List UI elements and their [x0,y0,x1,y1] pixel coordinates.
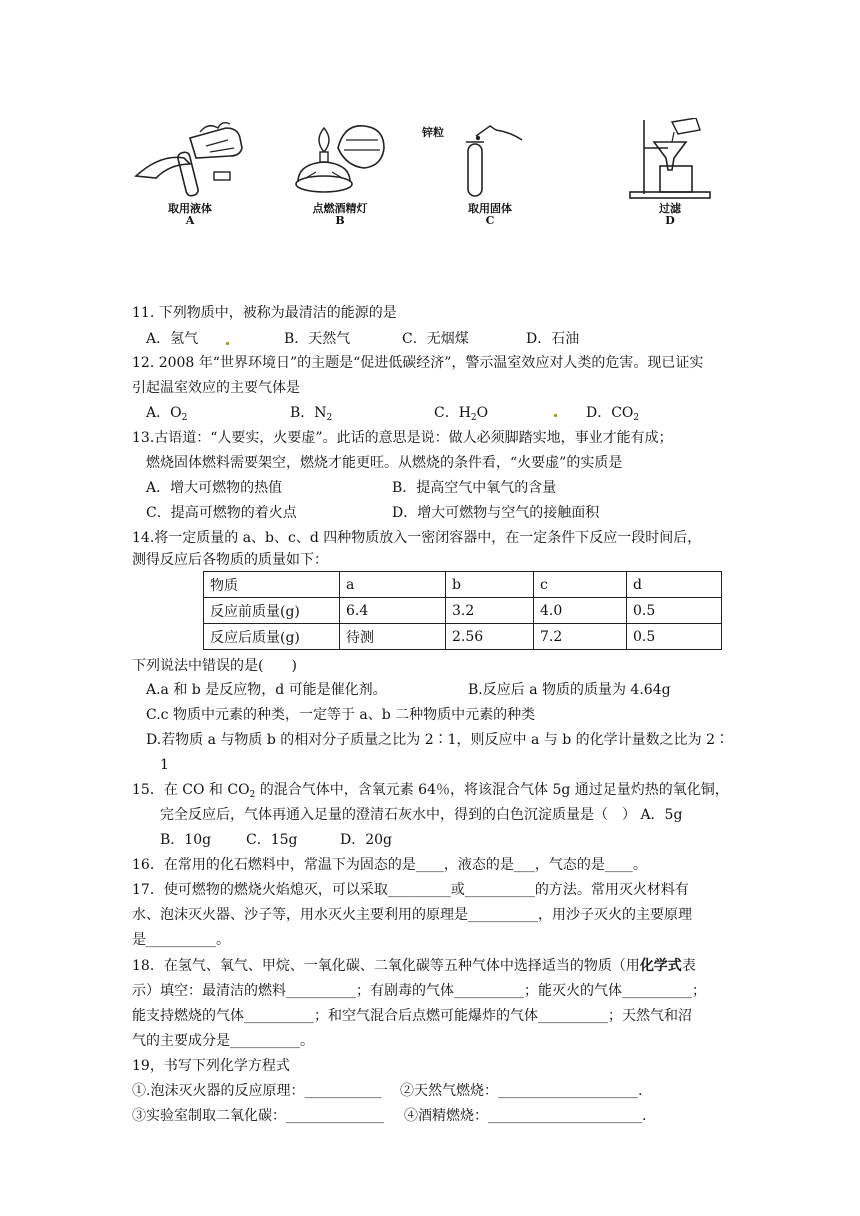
q15-line-2: 完全反应后，气体再通入足量的澄清石灰水中，得到的白色沉淀质量是（ ） A．5g [160,807,683,823]
q16-line: 16．在常用的化石燃料中，常温下为固态的是____，液态的是___，气态的是____。 [132,857,647,873]
q15-option-c: C．15g [246,832,298,848]
q12-a-text: A．O [146,405,182,421]
pour-liquid-icon [130,118,250,200]
table-cell: 待测 [340,624,446,650]
q13-line-1: 13.古语道：“人要实，火要虚”。此话的意思是说：做人必须脚踏实地，事业才能有成； [132,430,673,446]
q14-option-c: C.c 物质中元素的种类，一定等于 a、b 二种物质中元素的种类 [146,707,536,723]
q18-line-4: 气的主要成分是__________。 [132,1033,314,1049]
q13-line-2: 燃烧固体燃料需要架空，燃烧才能更旺。从燃烧的条件看，“火要虚”的实质是 [146,455,623,471]
q11-stem: 11. 下列物质中，被称为最清洁的能源的是 [132,305,397,321]
apparatus-figures [120,118,720,233]
figure-c [420,118,560,233]
table-cell: 0.5 [627,624,722,650]
q11-option-d: D．石油 [526,331,580,347]
zinc-label: 锌粒 [422,126,444,139]
q15-line-1 [132,780,729,800]
q13-option-d: D．增大可燃物与空气的接触面积 [392,505,600,521]
q15-sub: 2 [249,790,256,800]
q19-item-2: ②天然气燃烧：____________________. [400,1083,643,1099]
q19-title: 19，书写下列化学方程式 [132,1058,290,1074]
q14-line-1: 14.将一定质量的 a、b、c、d 四种物质放入一密闭容器中，在一定条件下反应一段时间后， [132,530,702,546]
filtration-icon [610,118,730,200]
q18-line-1 [132,956,696,976]
q18-line-3: 能支持燃烧的气体__________；和空气混合后点燃可能爆炸的气体__________；天然气和沼 [132,1008,692,1024]
q17-line-2: 水、泡沫灭火器、沙子等，用水灭火主要利用的原理是__________，用沙子灭火的主要原理 [132,907,692,923]
alcohol-lamp-icon [280,118,400,200]
q12-option-d [586,403,639,423]
q18-line-1-text: 18．在氢气、氧气、甲烷、一氧化碳、二氧化碳等五种气体中选择适当的物质（用 [132,958,640,974]
q12-d-sub: 2 [633,413,640,423]
q12-c-text: C．H [434,405,471,421]
q18-line-1-end: 表 [681,958,696,974]
figure-a-caption: 取用液体 [168,202,212,215]
q11-option-c: C．无烟煤 [402,331,469,347]
mass-table [203,571,722,650]
table-cell: 3.2 [446,598,534,624]
table-cell: 0.5 [627,598,722,624]
q12-option-b [290,403,332,423]
table-cell: 4.0 [534,598,627,624]
q15-option-b: B．10g [160,832,212,848]
q13-option-c: C．提高可燃物的着火点 [146,505,297,521]
q19-item-1: ①.泡沫灭火器的反应原理：___________ [132,1083,382,1099]
q12-b-text: B．N [290,405,327,421]
q19-item-3: ③实验室制取二氧化碳：______________ [132,1108,384,1124]
q18-line-2: 示）填空：最清洁的燃料__________；有剧毒的气体__________；能灭火的气体__________； [132,983,706,999]
q12-a-sub: 2 [181,413,188,423]
q12-c-sub: 2 [470,413,477,423]
q12-c-post: O [476,405,489,421]
table-cell: 2.56 [446,624,534,650]
figure-a-letter: A [185,214,195,227]
figure-b-caption: 点燃酒精灯 [312,202,368,215]
figure-a [120,118,260,233]
decorative-dot [226,342,229,345]
figure-b [270,118,410,233]
table-cell: 7.2 [534,624,627,650]
table-cell: 反应前质量(g) [204,598,340,624]
q15-option-d: D．20g [340,832,393,848]
q13-option-a: A．增大可燃物的热值 [146,480,283,496]
decorative-dot [554,414,557,417]
figure-d-caption: 过滤 [659,202,681,215]
table-cell: c [534,572,627,598]
table-cell: 6.4 [340,598,446,624]
q11-option-a: A．氢气 [146,331,199,347]
q12-option-c [434,403,488,423]
q17-line-1: 17．使可燃物的燃烧火焰熄灭，可以采取_________或__________的方法。常用灭火材料有 [132,882,689,898]
table-cell: d [627,572,722,598]
test-tube-solid-icon [430,118,550,200]
figure-b-letter: B [335,214,345,227]
q15-post: 的混合气体中，含氧元素 64％，将该混合气体 5g 通过足量灼热的氧化铜， [255,782,729,798]
q18-chemical-formula-bold: 化学式 [639,958,682,974]
figure-d-letter: D [665,214,675,227]
q12-d-text: D．CO [586,405,634,421]
q17-line-3: 是__________。 [132,932,230,948]
q14-option-d-line-2: 1 [160,757,169,773]
q12-line-2: 引起温室效应的主要气体是 [132,380,300,396]
q14-ask: 下列说法中错误的是( ) [132,658,297,674]
figure-d [600,118,740,233]
q14-option-d-line-1: D.若物质 a 与物质 b 的相对分子质量之比为 2∶1，则反应中 a 与 b 的化学计量数之比为 2∶ [146,732,730,748]
table-row [204,598,722,624]
q14-option-a: A.a 和 b 是反应物，d 可能是催化剂。 [146,682,387,698]
q11-option-b: B．天然气 [284,331,351,347]
q13-option-b: B．提高空气中氧气的含量 [392,480,557,496]
q14-option-b: B.反应后 a 物质的质量为 4.64g [468,682,671,698]
table-cell: b [446,572,534,598]
q12-option-a [146,403,187,423]
figure-c-letter: C [485,214,495,227]
q14-line-2: 测得反应后各物质的质量如下： [132,552,328,568]
table-cell: 反应后质量(g) [204,624,340,650]
figure-c-caption: 取用固体 [468,202,512,215]
table-row [204,624,722,650]
q12-line-1: 12. 2008 年“世界环境日”的主题是“促进低碳经济”，警示温室效应对人类的危害。现已证实 [132,355,704,371]
table-cell: a [340,572,446,598]
q19-item-4: ④酒精燃烧：______________________. [404,1108,647,1124]
table-header-row [204,572,722,598]
q15-pre: 15．在 CO 和 CO [132,782,250,798]
table-cell: 物质 [204,572,340,598]
q12-b-sub: 2 [326,413,333,423]
